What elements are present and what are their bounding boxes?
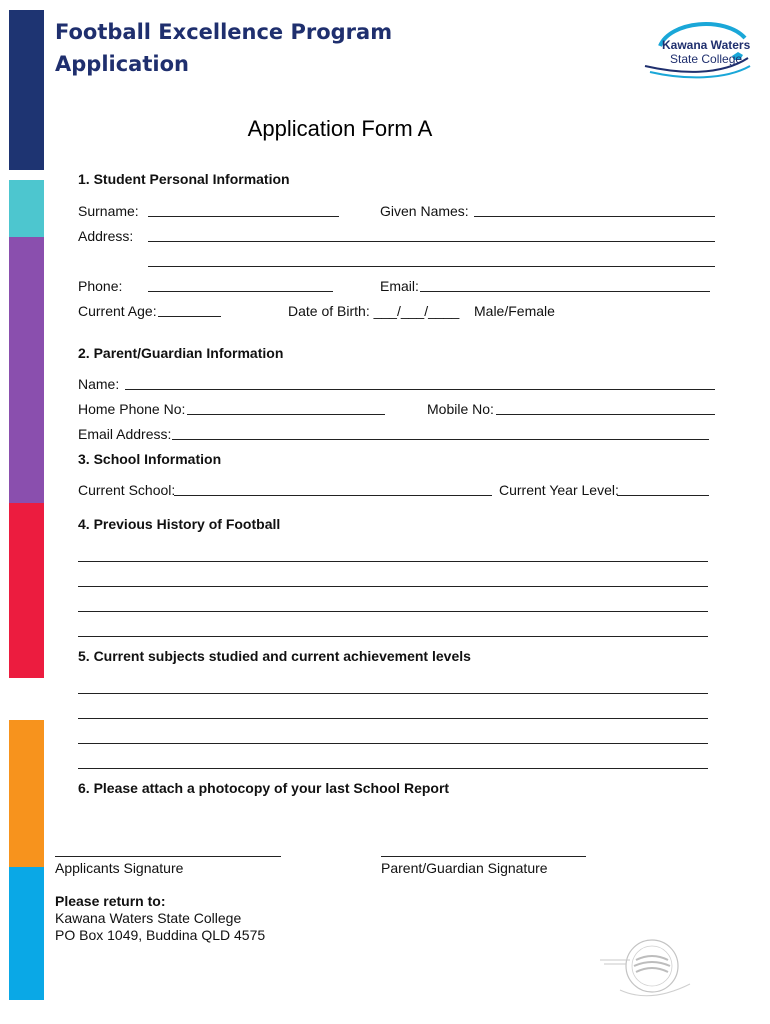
return-address-line1: Kawana Waters State College: [55, 910, 242, 926]
phone-field[interactable]: [148, 291, 333, 292]
year-level-label: Current Year Level:: [499, 482, 619, 498]
football-history-line4[interactable]: [78, 636, 708, 637]
side-bar-orange: [9, 720, 44, 867]
section2-heading: 2. Parent/Guardian Information: [78, 345, 284, 361]
home-phone-field[interactable]: [187, 414, 385, 415]
phone-label: Phone:: [78, 278, 123, 294]
section4-heading: 4. Previous History of Football: [78, 516, 281, 532]
given-names-label: Given Names:: [380, 203, 469, 219]
surname-label: Surname:: [78, 203, 139, 219]
address-field-line1[interactable]: [148, 241, 715, 242]
return-heading: Please return to:: [55, 893, 166, 909]
form-title: Application Form A: [247, 116, 433, 141]
surname-field[interactable]: [148, 216, 339, 217]
applicant-signature-field[interactable]: [55, 856, 281, 857]
side-bar-red: [9, 503, 44, 678]
subjects-line1[interactable]: [78, 693, 708, 694]
side-bar-purple: [9, 237, 44, 503]
gender-label: Male/Female: [474, 303, 555, 319]
mobile-field[interactable]: [496, 414, 715, 415]
football-history-line3[interactable]: [78, 611, 708, 612]
side-bar-blue: [9, 867, 44, 1000]
program-title-line2: Application: [55, 52, 189, 76]
parent-name-label: Name:: [78, 376, 120, 392]
current-age-label: Current Age:: [78, 303, 157, 319]
parent-email-label: Email Address:: [78, 426, 172, 442]
current-age-field[interactable]: [158, 316, 221, 317]
football-history-line2[interactable]: [78, 586, 708, 587]
parent-email-field[interactable]: [172, 439, 709, 440]
email-label: Email:: [380, 278, 419, 294]
program-title-line1: Football Excellence Program: [55, 20, 393, 44]
section3-heading: 3. School Information: [78, 451, 222, 467]
current-school-field[interactable]: [174, 495, 492, 496]
address-field-line2[interactable]: [148, 266, 715, 267]
side-bar-navy: [9, 10, 44, 170]
parent-signature-label: Parent/Guardian Signature: [381, 860, 548, 876]
logo-text-line2: State College: [670, 52, 743, 66]
section1-heading: 1. Student Personal Information: [78, 171, 290, 187]
email-field[interactable]: [420, 291, 710, 292]
seal-icon: [590, 930, 700, 1010]
current-school-label: Current School:: [78, 482, 176, 498]
college-seal-watermark: [590, 930, 700, 1010]
section6-heading: 6. Please attach a photocopy of your last School Report: [78, 780, 450, 796]
subjects-line3[interactable]: [78, 743, 708, 744]
given-names-field[interactable]: [474, 216, 715, 217]
applicant-signature-label: Applicants Signature: [55, 860, 184, 876]
subjects-line2[interactable]: [78, 718, 708, 719]
logo-text-line1: Kawana Waters: [662, 38, 751, 52]
year-level-field[interactable]: [617, 495, 709, 496]
return-address-line2: PO Box 1049, Buddina QLD 4575: [55, 927, 266, 943]
parent-signature-field[interactable]: [381, 856, 586, 857]
subjects-line4[interactable]: [78, 768, 708, 769]
parent-name-field[interactable]: [125, 389, 715, 390]
dob-label: Date of Birth: ___/___/____: [288, 303, 460, 319]
side-bar-teal: [9, 180, 44, 237]
college-logo: [640, 16, 755, 96]
football-history-line1[interactable]: [78, 561, 708, 562]
address-label: Address:: [78, 228, 134, 244]
mobile-label: Mobile No:: [427, 401, 494, 417]
home-phone-label: Home Phone No:: [78, 401, 186, 417]
section5-heading: 5. Current subjects studied and current achievement levels: [78, 648, 471, 664]
